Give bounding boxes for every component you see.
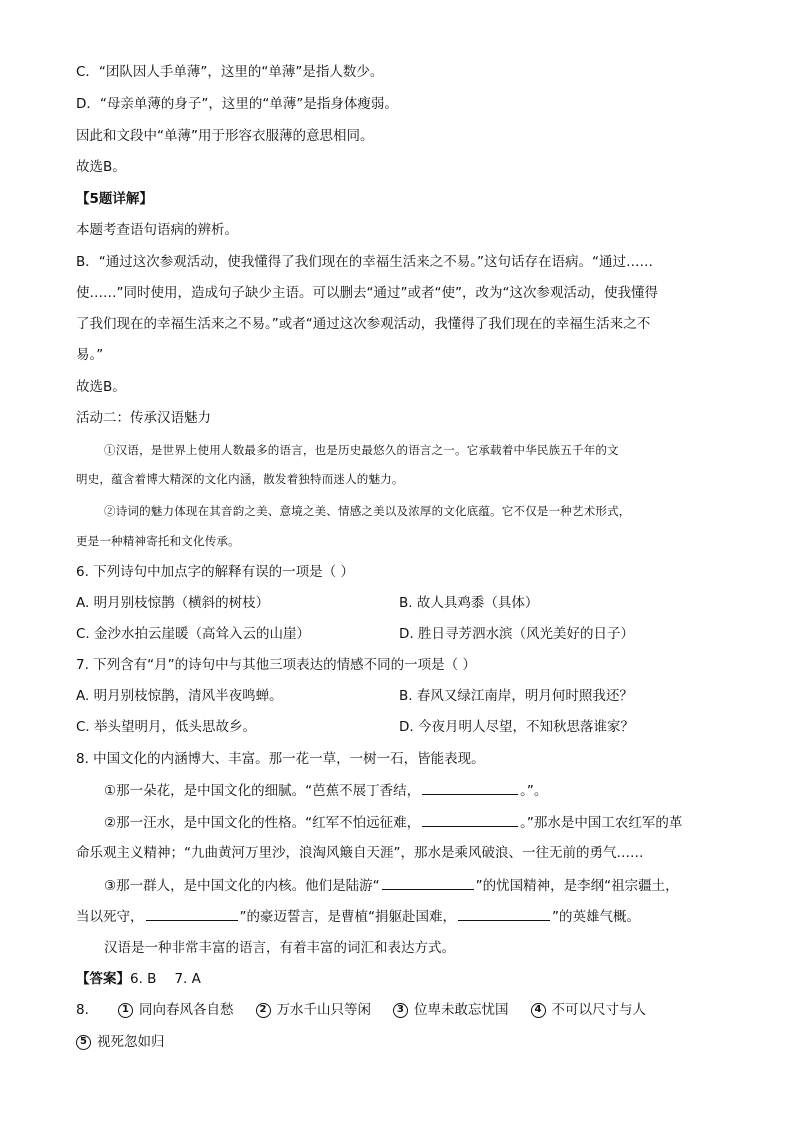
circled-number-1: 1 [118,1003,133,1018]
circled-number-3: 3 [393,1003,408,1018]
q8-sentence-text: ”的英雄气概。 [552,909,640,925]
answer-q8 [76,1000,646,1020]
q8-sentence-text: ”的忧国精神，是李纲“祖宗疆土， [475,878,679,894]
q5-explanation-line: B．“通过这次参观活动，使我懂得了我们现在的幸福生活来之不易。”这句话存在语病。“通过…… [76,254,653,270]
answer-item [393,1000,509,1020]
answer-q7: 7. A [174,971,201,987]
q7-option-d: D. 今夜月明人尽望，不知秋思落谁家？ [399,719,634,735]
q8-sentence-text: 当以死守， [76,909,144,925]
q8-sentence-text: ①那一朵花，是中国文化的细腻。“芭蕉不展丁香结， [104,783,421,799]
q8-sentence-2: 命乐观主义精神；“九曲黄河万里沙，浪淘风簸自天涯”，那水是乘风破浪、一往无前的勇气…… [76,845,644,861]
q6-option-d: D. 胜日寻芳泗水滨（风光美好的日子） [399,626,634,642]
answer-item-text: 同向春风各自愁 [139,1002,234,1018]
answer-line [76,969,201,989]
q8-sentence-text: 。”。 [520,783,548,799]
answer-item-text: 视死忽如归 [97,1034,165,1050]
fill-blank[interactable] [422,780,518,795]
q7-option-c: C. 举头望明月，低头思故乡。 [76,719,257,735]
reading-paragraph-2: ②诗词的魅力体现在其音韵之美、意境之美、情感之美以及浓厚的文化底蕴。它不仅是一种艺术形式， [104,504,631,518]
q5-intro: 本题考查语句语病的辨析。 [76,222,238,238]
q8-sentence-text: ②那一汪水，是中国文化的性格。“红军不怕远征难， [104,815,421,831]
circled-number-2: 2 [256,1003,271,1018]
answer-item [76,1032,165,1052]
fill-blank[interactable] [422,812,518,827]
q7-option-b: B. 春风又绿江南岸，明月何时照我还？ [399,688,633,704]
q8-sentence-3 [104,875,679,896]
fill-blank[interactable] [458,906,550,921]
answer-item [531,1000,647,1020]
q8-sentence-2 [104,812,682,833]
reading-paragraph-1: ①汉语，是世界上使用人数最多的语言，也是历史最悠久的语言之一。它承载着中华民族五千年的文 [104,443,619,457]
option-c-explanation: C．“团队因人手单薄”，这里的“单薄”是指人数少。 [76,64,384,80]
q6-option-b: B. 故人具鸡黍（具体） [399,595,539,611]
q5-explanation-line: 易。” [76,347,104,363]
q6-option-a: A. 明月别枝惊鹊（横斜的树枝） [76,595,270,611]
conclusion-text: 因此和文段中“单薄”用于形容衣服薄的意思相同。 [76,128,374,144]
q7-stem: 7. 下列含有“月”的诗句中与其他三项表达的情感不同的一项是（ ） [76,657,476,673]
q8-sentence-text: ③那一群人，是中国文化的内核。他们是陆游“ [104,878,380,894]
answer-q8-continued [76,1032,187,1052]
answer-q6: 6. B [130,971,157,987]
answer-label: 【答案】 [76,971,130,987]
q5-detail-heading: 【5题详解】 [76,191,153,207]
q8-sentence-text: ”的豪迈誓言，是曹植“捐躯赴国难， [239,909,456,925]
answer-q8-number: 8. [76,1002,89,1018]
answer-item-text: 位卑未敢忘忧国 [414,1002,509,1018]
option-d-explanation: D．“母亲单薄的身子”，这里的“单薄”是指身体瘦弱。 [76,96,398,112]
answer-item-text: 万水千山只等闲 [276,1002,371,1018]
q6-option-c: C. 金沙水拍云崖暖（高耸入云的山崖） [76,626,311,642]
q7-option-a: A. 明月别枝惊鹊，清风半夜鸣蝉。 [76,688,283,704]
q5-explanation-line: 使……”同时使用，造成句子缺少主语。可以删去“通过”或者“使”，改为“这次参观活动，使我懂得 [76,285,658,301]
q6-stem: 6. 下列诗句中加点字的解释有误的一项是（ ） [76,564,354,580]
circled-number-4: 4 [531,1003,546,1018]
answer-item-text: 不可以尺寸与人 [551,1002,646,1018]
q8-sentence-3 [76,906,640,927]
circled-number-5: 5 [76,1035,91,1050]
q8-closing: 汉语是一种非常丰富的语言，有着丰富的词汇和表达方式。 [104,940,455,956]
q8-stem: 8. 中国文化的内涵博大、丰富。那一花一草，一树一石，皆能表现。 [76,751,485,767]
answer-item [256,1000,372,1020]
activity-title: 活动二：传承汉语魅力 [76,410,211,426]
q5-explanation-line: 了我们现在的幸福生活来之不易。”或者“通过这次参观活动，我懂得了我们现在的幸福生活来之不 [76,316,651,332]
choose-b-text: 故选B。 [76,159,126,175]
q8-sentence-text: 。”那水是中国工农红军的革 [520,815,683,831]
choose-b-text: 故选B。 [76,379,126,395]
fill-blank[interactable] [382,875,474,890]
answer-item [118,1000,234,1020]
fill-blank[interactable] [146,906,238,921]
q8-sentence-1 [104,780,547,801]
reading-paragraph-1: 明史，蕴含着博大精深的文化内涵，散发着独特而迷人的魅力。 [76,472,404,486]
reading-paragraph-2: 更是一种精神寄托和文化传承。 [76,534,240,548]
